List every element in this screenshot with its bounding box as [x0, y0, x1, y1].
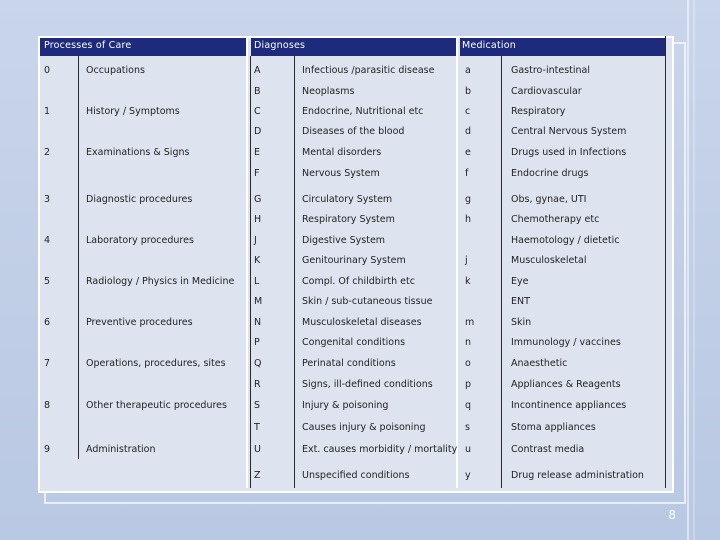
- medication-code: f: [465, 168, 469, 179]
- diagnosis-label: Congenital conditions: [302, 337, 406, 348]
- diagnosis-code: Z: [254, 470, 261, 481]
- process-label: Laboratory procedures: [86, 235, 194, 246]
- diagnosis-code: B: [254, 86, 261, 97]
- diagnosis-label: Circulatory System: [302, 194, 393, 205]
- process-code: 6: [44, 317, 51, 328]
- diagnoses-header-label: Diagnoses: [254, 40, 306, 51]
- column-divider: [78, 56, 79, 459]
- diagnosis-code: J: [254, 235, 257, 246]
- medication-header-label: Medication: [462, 40, 516, 51]
- diagnosis-code: T: [254, 422, 260, 433]
- diagnosis-code: K: [254, 255, 261, 266]
- diagnosis-code: A: [254, 65, 261, 76]
- process-label: Other therapeutic procedures: [86, 400, 227, 411]
- diagnosis-label: Mental disorders: [302, 147, 382, 158]
- process-code: 5: [44, 276, 51, 287]
- medication-code: p: [465, 379, 472, 390]
- medication-label: Stoma appliances: [511, 422, 596, 433]
- diagnosis-code: S: [254, 400, 261, 411]
- diagnosis-code: P: [254, 337, 260, 348]
- diagnosis-code: G: [254, 194, 262, 205]
- medication-label: Eye: [511, 276, 529, 287]
- diagnosis-code: Q: [254, 358, 262, 369]
- diagnosis-code: M: [254, 296, 263, 307]
- medication-label: Obs, gynae, UTI: [511, 194, 587, 205]
- processes-header: [40, 38, 246, 56]
- diagnosis-label: Injury & poisoning: [302, 400, 389, 411]
- process-label: Radiology / Physics in Medicine: [86, 276, 235, 287]
- medication-code: h: [465, 214, 472, 225]
- process-label: Examinations & Signs: [86, 147, 190, 158]
- process-code: 7: [44, 358, 51, 369]
- medication-code: c: [465, 106, 471, 117]
- diagnosis-code: C: [254, 106, 261, 117]
- medication-code: s: [465, 422, 470, 433]
- process-label: Operations, procedures, sites: [86, 358, 226, 369]
- medication-label: Haemotology / dietetic: [511, 235, 620, 246]
- medication-header: [460, 38, 666, 56]
- diagnosis-code: U: [254, 444, 261, 455]
- process-code: 1: [44, 106, 51, 117]
- process-code: 4: [44, 235, 51, 246]
- medication-label: Central Nervous System: [511, 126, 627, 137]
- process-code: 8: [44, 400, 51, 411]
- column-divider: [294, 56, 295, 488]
- medication-label: Contrast media: [511, 444, 585, 455]
- diagnosis-code: N: [254, 317, 262, 328]
- diagnoses-header: [251, 38, 456, 56]
- medication-label: Cardiovascular: [511, 86, 582, 97]
- diagnosis-label: Ext. causes morbidity / mortality: [302, 444, 458, 455]
- process-label: Diagnostic procedures: [86, 194, 193, 205]
- medication-label: Skin: [511, 317, 532, 328]
- processes-header-label: Processes of Care: [44, 40, 132, 51]
- medication-label: Immunology / vaccines: [511, 337, 621, 348]
- page-number: 8: [668, 508, 676, 522]
- medication-code: o: [465, 358, 471, 369]
- medication-code: a: [465, 65, 471, 76]
- diagnosis-label: Digestive System: [302, 235, 386, 246]
- diagnosis-label: Endocrine, Nutritional etc: [302, 106, 424, 117]
- medication-code: y: [465, 470, 471, 481]
- diagnosis-code: L: [254, 276, 260, 287]
- column-divider: [501, 56, 502, 488]
- column-divider: [665, 36, 666, 488]
- medication-code: m: [465, 317, 475, 328]
- section-divider: [250, 56, 251, 488]
- medication-code: g: [465, 194, 472, 205]
- medication-label: ENT: [511, 296, 530, 307]
- process-code: 2: [44, 147, 51, 158]
- medication-label: Anaesthetic: [511, 358, 568, 369]
- process-label: Preventive procedures: [86, 317, 193, 328]
- medication-label: Incontinence appliances: [511, 400, 627, 411]
- diagnosis-label: Nervous System: [302, 168, 380, 179]
- process-code: 3: [44, 194, 51, 205]
- diagnosis-label: Neoplasms: [302, 86, 355, 97]
- medication-code: u: [465, 444, 472, 455]
- process-code: 0: [44, 65, 51, 76]
- medication-label: Gastro-intestinal: [511, 65, 590, 76]
- diagnosis-label: Skin / sub-cutaneous tissue: [302, 296, 433, 307]
- diagnosis-label: Causes injury & poisoning: [302, 422, 426, 433]
- diagnosis-label: Compl. Of childbirth etc: [302, 276, 415, 287]
- diagnosis-code: E: [254, 147, 261, 158]
- medication-label: Chemotherapy etc: [511, 214, 600, 225]
- process-code: 9: [44, 444, 51, 455]
- medication-code: k: [465, 276, 471, 287]
- diagnosis-code: F: [254, 168, 260, 179]
- diagnosis-label: Genitourinary System: [302, 255, 406, 266]
- medication-code: b: [465, 86, 472, 97]
- diagnosis-label: Infectious /parasitic disease: [302, 65, 435, 76]
- medication-code: d: [465, 126, 472, 137]
- section-divider: [246, 36, 248, 488]
- medication-code: j: [465, 255, 468, 266]
- medication-label: Endocrine drugs: [511, 168, 589, 179]
- medication-label: Musculoskeletal: [511, 255, 587, 266]
- medication-label: Respiratory: [511, 106, 566, 117]
- section-divider: [456, 36, 458, 488]
- diagnosis-label: Respiratory System: [302, 214, 395, 225]
- medication-code: n: [465, 337, 472, 348]
- diagnosis-label: Signs, ill-defined conditions: [302, 379, 433, 390]
- diagnosis-label: Unspecified conditions: [302, 470, 410, 481]
- medication-label: Drugs used in Infections: [511, 147, 627, 158]
- medication-label: Drug release administration: [511, 470, 644, 481]
- diagnosis-label: Perinatal conditions: [302, 358, 396, 369]
- process-label: Administration: [86, 444, 156, 455]
- diagnosis-code: H: [254, 214, 262, 225]
- diagnosis-label: Diseases of the blood: [302, 126, 405, 137]
- medication-code: q: [465, 400, 472, 411]
- medication-code: e: [465, 147, 471, 158]
- medication-label: Appliances & Reagents: [511, 379, 621, 390]
- process-label: History / Symptoms: [86, 106, 180, 117]
- diagnosis-label: Musculoskeletal diseases: [302, 317, 422, 328]
- process-label: Occupations: [86, 65, 145, 76]
- diagnosis-code: R: [254, 379, 261, 390]
- diagnosis-code: D: [254, 126, 262, 137]
